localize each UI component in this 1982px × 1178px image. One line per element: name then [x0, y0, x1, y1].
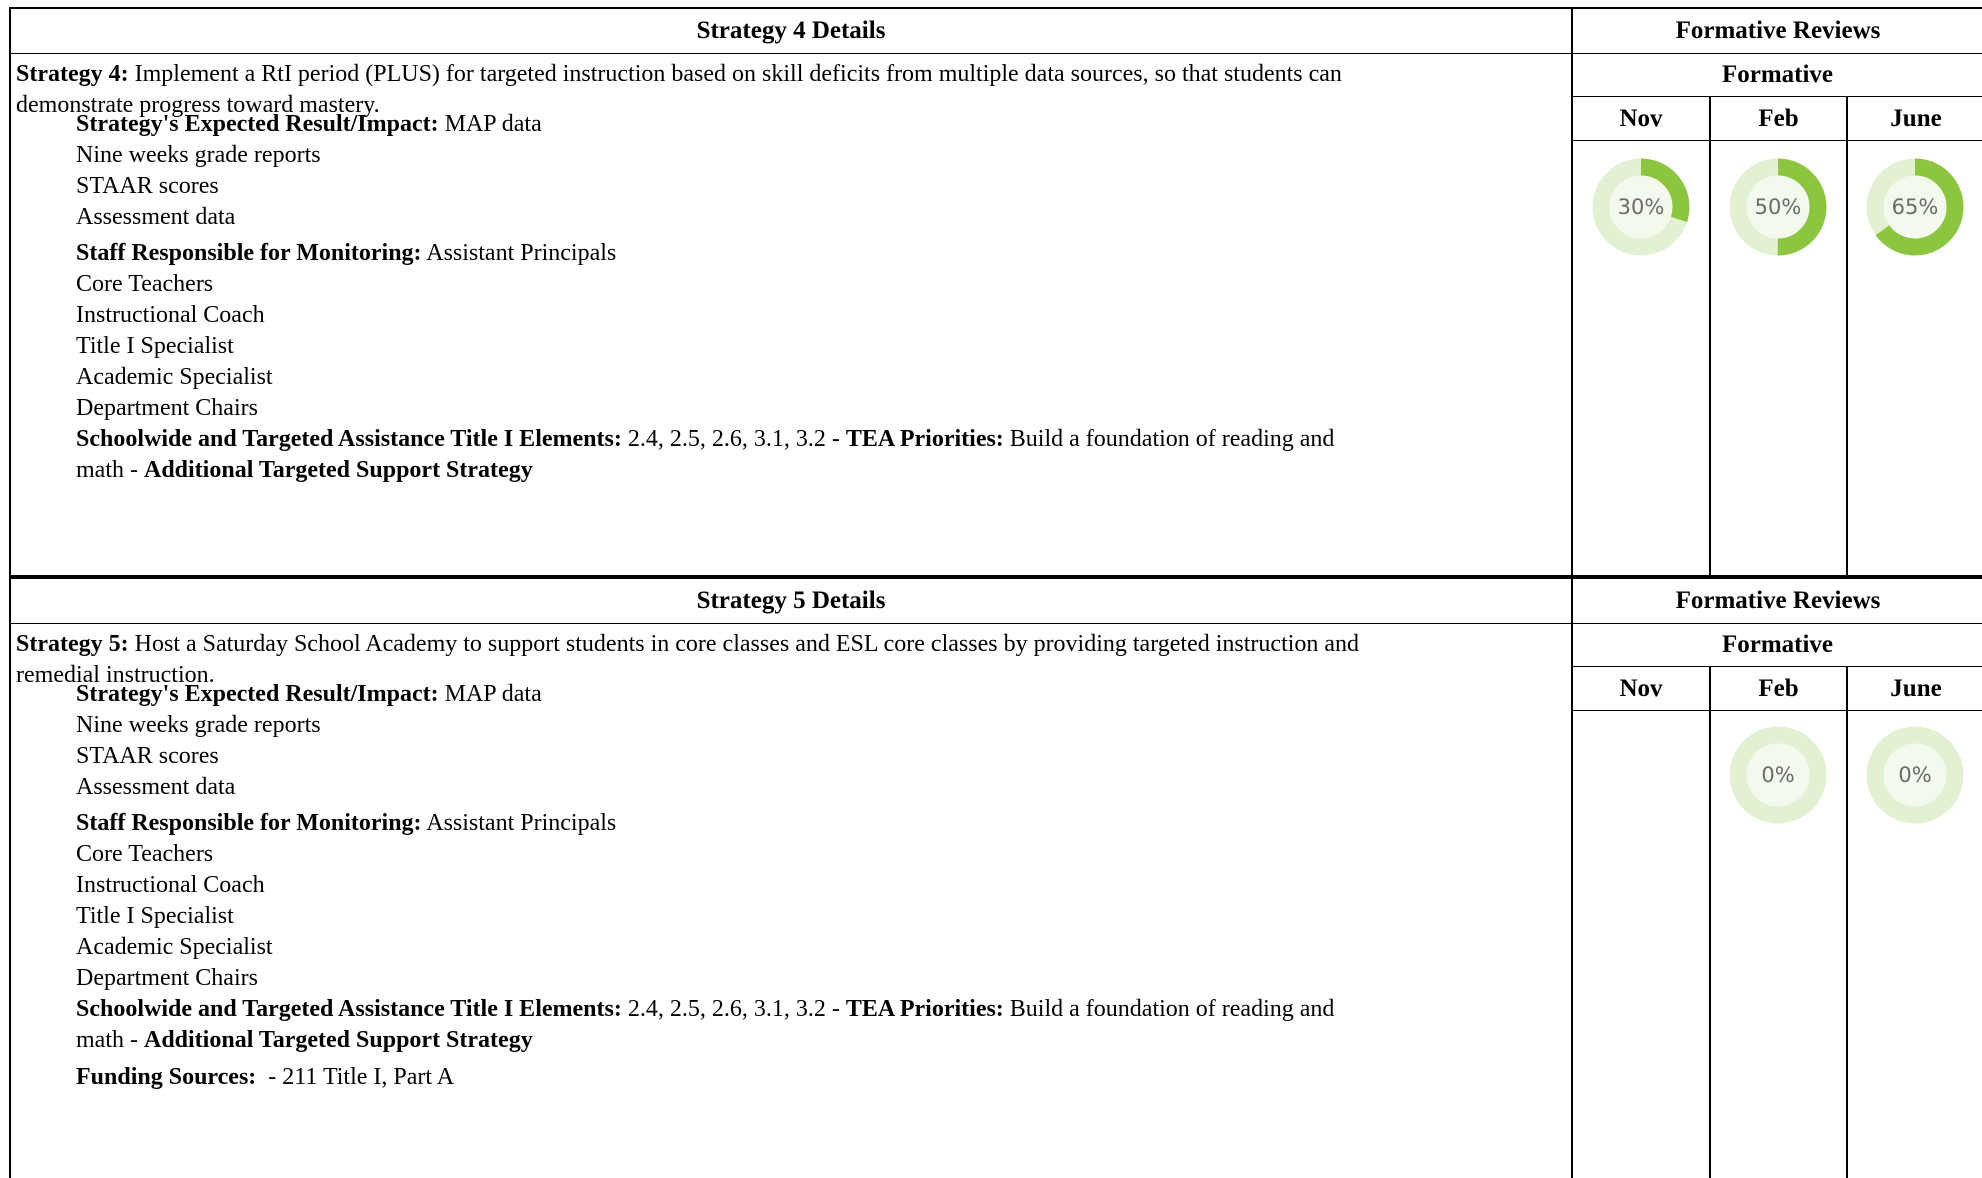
progress-label: 30%	[1617, 195, 1665, 219]
strategy-text-cont: demonstrate progress toward mastery.	[16, 92, 380, 118]
expected-result-item: STAAR scores	[76, 743, 219, 769]
funding-value: - 211 Title I, Part A	[256, 1064, 455, 1090]
strategy-5-header-row	[11, 579, 1982, 624]
tea-priorities-value: Build a foundation of reading and	[1003, 426, 1335, 452]
staff-item: Title I Specialist	[76, 903, 234, 929]
additional-support-label: Additional Targeted Support Strategy	[143, 457, 533, 483]
staff-item: Department Chairs	[76, 395, 258, 421]
strategy-text: Host a Saturday School Academy to support students in core classes and ESL core classes by providing targeted instruction and	[128, 631, 1360, 657]
tea-priorities-label: TEA Priorities:	[845, 426, 1004, 452]
progress-ring-feb	[1728, 157, 1828, 257]
formative-label: Formative	[1573, 623, 1982, 667]
progress-ring-june	[1865, 725, 1965, 825]
strategy-5-details-header: Strategy 5 Details	[696, 587, 886, 614]
formative-reviews-panel	[1573, 623, 1982, 1178]
tea-priorities-value-cont: math -	[76, 1027, 144, 1053]
month-feb: Feb	[1758, 105, 1799, 132]
strategy-5-details	[11, 623, 1571, 1178]
month-divider	[1846, 97, 1848, 575]
funding-label: Funding Sources:	[76, 1064, 257, 1090]
title-i-value: 2.4, 2.5, 2.6, 3.1, 3.2 -	[621, 996, 846, 1022]
expected-result-item: Assessment data	[76, 774, 236, 800]
tea-priorities-value: Build a foundation of reading and	[1003, 996, 1335, 1022]
staff-item: Core Teachers	[76, 841, 214, 867]
expected-result-first: MAP data	[438, 681, 542, 707]
staff-label: Staff Responsible for Monitoring:	[76, 810, 422, 836]
progress-ring-nov	[1591, 157, 1691, 257]
progress-label: 0%	[1898, 763, 1932, 787]
expected-result-block	[76, 679, 1526, 803]
progress-ring-june	[1865, 157, 1965, 257]
months-row	[1573, 97, 1982, 141]
staff-first: Assistant Principals	[421, 240, 617, 266]
staff-item: Instructional Coach	[76, 872, 265, 898]
strategy-text-cont: remedial instruction.	[16, 662, 215, 688]
formative-label: Formative	[1573, 53, 1982, 97]
tea-priorities-label: TEA Priorities:	[845, 996, 1004, 1022]
months-row	[1573, 667, 1982, 711]
month-feb: Feb	[1758, 675, 1799, 702]
strategy-label: Strategy 4:	[16, 61, 129, 87]
tea-priorities-value-cont: math -	[76, 457, 144, 483]
month-june: June	[1890, 675, 1942, 702]
formative-reviews-header: Formative Reviews	[1675, 587, 1881, 614]
funding-sources-block	[76, 1062, 1526, 1093]
progress-label: 0%	[1761, 763, 1795, 787]
month-june: June	[1890, 105, 1942, 132]
strategy-4-table	[9, 7, 1982, 577]
staff-item: Instructional Coach	[76, 302, 265, 328]
staff-responsible-block	[76, 238, 1526, 424]
formative-reviews-panel	[1573, 53, 1982, 575]
progress-label: 65%	[1891, 195, 1939, 219]
staff-item: Department Chairs	[76, 965, 258, 991]
title-i-value: 2.4, 2.5, 2.6, 3.1, 3.2 -	[621, 426, 846, 452]
progress-label: 50%	[1754, 195, 1802, 219]
strategy-text: Implement a RtI period (PLUS) for targeted instruction based on skill deficits from multiple data sources, so that students can	[128, 61, 1342, 87]
expected-result-first: MAP data	[438, 111, 542, 137]
month-divider	[1846, 667, 1848, 1178]
expected-result-item: Assessment data	[76, 204, 236, 230]
progress-ring-feb	[1728, 725, 1828, 825]
staff-label: Staff Responsible for Monitoring:	[76, 240, 422, 266]
month-nov: Nov	[1619, 675, 1663, 702]
expected-result-block	[76, 109, 1526, 233]
staff-item: Academic Specialist	[76, 364, 273, 390]
strategy-4-header-row	[11, 9, 1982, 54]
expected-result-item: Nine weeks grade reports	[76, 142, 321, 168]
staff-responsible-block	[76, 808, 1526, 994]
strategy-5-table	[9, 577, 1982, 1178]
formative-reviews-header: Formative Reviews	[1675, 17, 1881, 44]
strategy-4-details-header: Strategy 4 Details	[696, 17, 886, 44]
expected-result-item: Nine weeks grade reports	[76, 712, 321, 738]
title-i-label: Schoolwide and Targeted Assistance Title I Elements:	[76, 426, 622, 452]
staff-first: Assistant Principals	[421, 810, 617, 836]
expected-result-label: Strategy's Expected Result/Impact:	[76, 111, 439, 137]
additional-support-label: Additional Targeted Support Strategy	[143, 1027, 533, 1053]
month-divider	[1709, 97, 1711, 575]
strategy-label: Strategy 5:	[16, 631, 129, 657]
staff-item: Academic Specialist	[76, 934, 273, 960]
month-nov: Nov	[1619, 105, 1663, 132]
title-i-elements-block	[76, 994, 1526, 1056]
expected-result-item: STAAR scores	[76, 173, 219, 199]
month-divider	[1709, 667, 1711, 1178]
title-i-label: Schoolwide and Targeted Assistance Title I Elements:	[76, 996, 622, 1022]
strategy-4-details	[11, 53, 1571, 575]
staff-item: Title I Specialist	[76, 333, 234, 359]
title-i-elements-block	[76, 424, 1526, 486]
expected-result-label: Strategy's Expected Result/Impact:	[76, 681, 439, 707]
staff-item: Core Teachers	[76, 271, 214, 297]
